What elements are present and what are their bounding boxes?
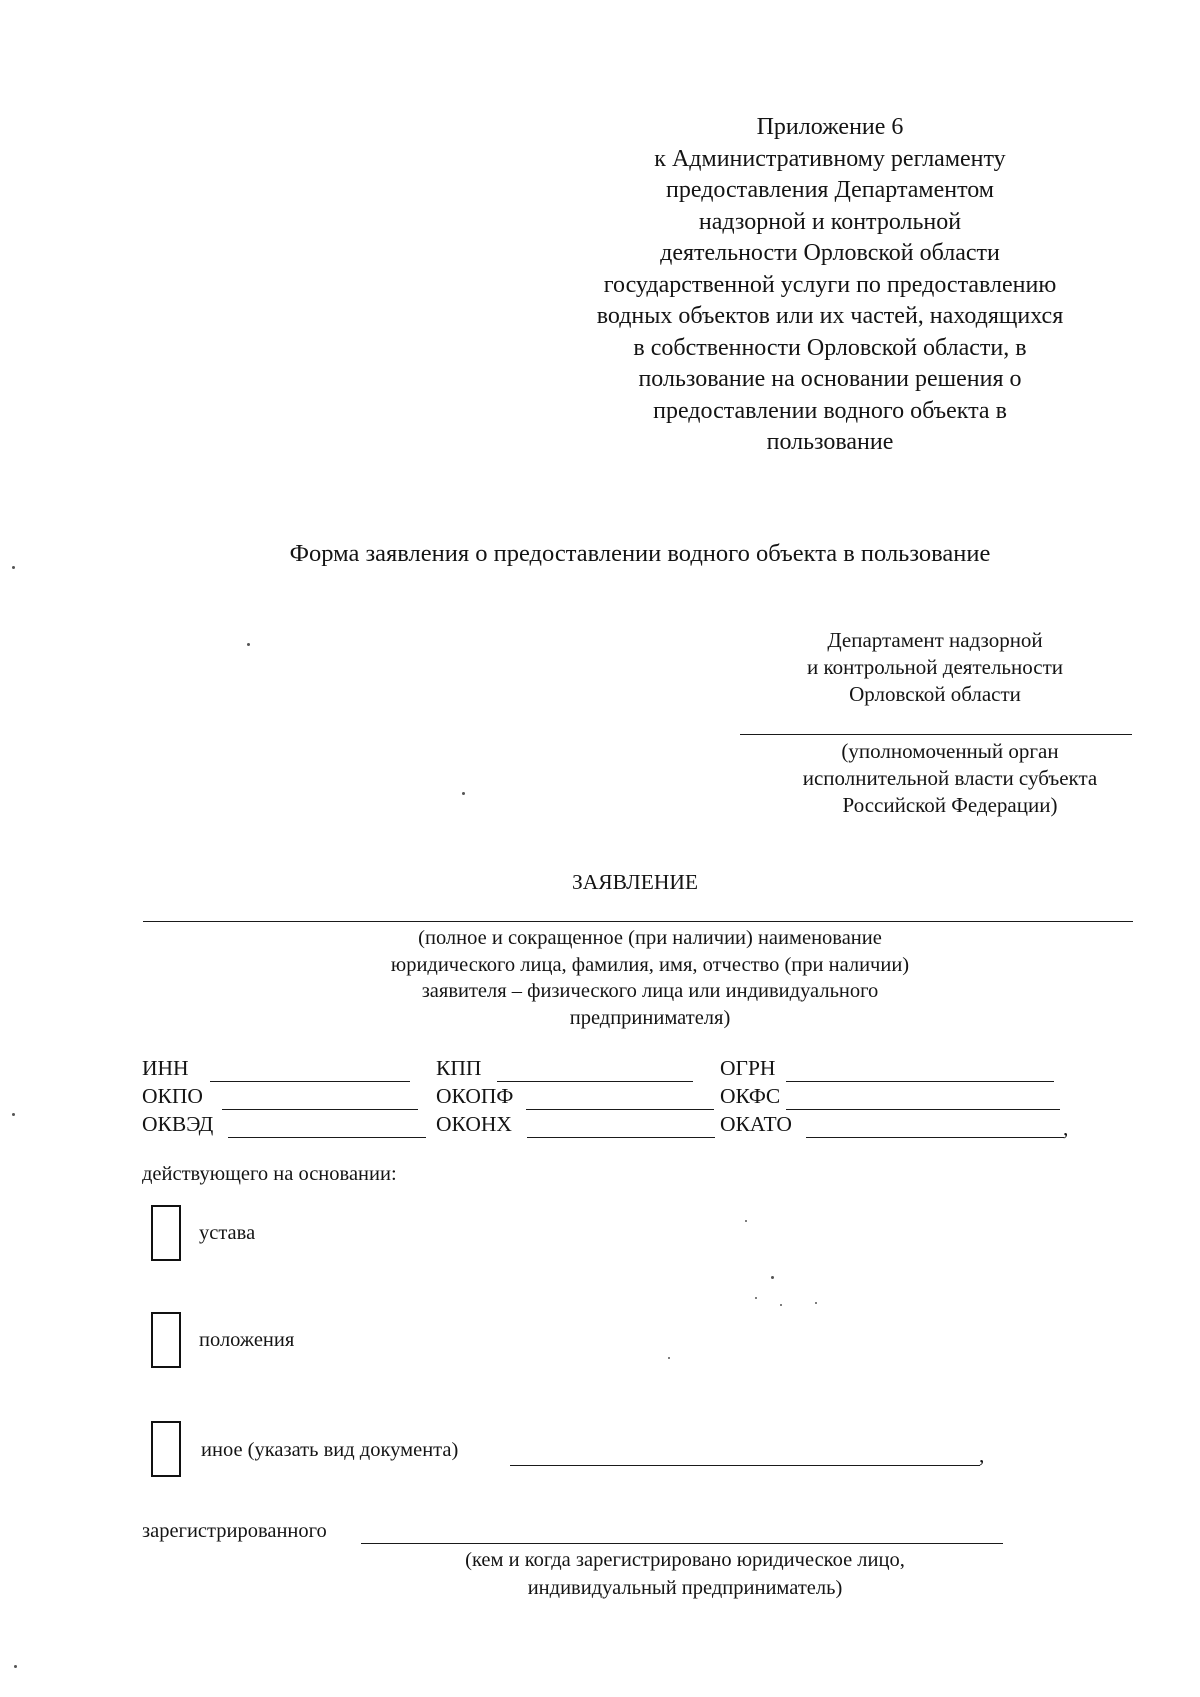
okato-label: ОКАТО bbox=[720, 1112, 792, 1136]
scan-speck bbox=[12, 1113, 15, 1116]
recipient-caption-line: Российской Федерации) bbox=[842, 793, 1058, 817]
recipient-underline[interactable] bbox=[740, 734, 1132, 735]
regulation-option-label: положения bbox=[199, 1329, 295, 1351]
registration-caption-line: (кем и когда зарегистрировано юридическое лицо, bbox=[465, 1549, 905, 1571]
charter-option-label: устава bbox=[199, 1222, 256, 1244]
recipient-line: и контрольной деятельности bbox=[806, 655, 1064, 679]
okopf-field[interactable] bbox=[526, 1109, 714, 1110]
okonh-field[interactable] bbox=[527, 1137, 715, 1138]
appendix-line: деятельности Орловской области bbox=[660, 240, 1000, 266]
other-checkbox[interactable] bbox=[151, 1421, 181, 1477]
other-end-comma: , bbox=[979, 1443, 985, 1467]
applicant-name-line[interactable] bbox=[143, 921, 1133, 922]
appendix-line: водных объектов или их частей, находящихся bbox=[596, 303, 1064, 329]
appendix-line: Приложение 6 bbox=[756, 114, 904, 140]
scan-speck bbox=[247, 643, 250, 646]
other-document-field[interactable] bbox=[510, 1465, 980, 1466]
applicant-caption-line: (полное и сокращенное (при наличии) наименование bbox=[418, 927, 882, 949]
kpp-field[interactable] bbox=[497, 1081, 693, 1082]
recipient-line: Департамент надзорной bbox=[827, 628, 1043, 652]
recipient-block bbox=[770, 627, 1100, 708]
scan-speck bbox=[771, 1276, 774, 1279]
scan-speck bbox=[745, 1220, 747, 1222]
okpo-label: ОКПО bbox=[142, 1084, 203, 1108]
appendix-line: пользование bbox=[766, 429, 894, 455]
appendix-line: предоставлении водного объекта в bbox=[653, 397, 1007, 424]
okpo-field[interactable] bbox=[222, 1109, 418, 1110]
registration-caption-line: индивидуальный предприниматель) bbox=[527, 1577, 843, 1599]
registration-caption bbox=[250, 1546, 1120, 1602]
registration-label: зарегистрированного bbox=[142, 1520, 327, 1542]
appendix-line: пользование на основании решения о bbox=[638, 366, 1022, 392]
scan-speck bbox=[815, 1302, 817, 1304]
charter-checkbox[interactable] bbox=[151, 1205, 181, 1261]
recipient-caption-line: исполнительной власти субъекта bbox=[802, 766, 1098, 790]
appendix-line: предоставления Департаментом bbox=[666, 177, 994, 203]
applicant-caption-line: предпринимателя) bbox=[569, 1006, 731, 1029]
appendix-line: в собственности Орловской области, в bbox=[633, 334, 1027, 361]
ogrn-field[interactable] bbox=[786, 1081, 1054, 1082]
kpp-label: КПП bbox=[436, 1056, 482, 1080]
okfs-label: ОКФС bbox=[720, 1084, 781, 1108]
scan-speck bbox=[668, 1357, 670, 1359]
recipient-caption-line: (уполномоченный орган bbox=[841, 739, 1059, 763]
inn-label: ИНН bbox=[142, 1056, 189, 1080]
appendix-header bbox=[540, 112, 1120, 459]
okved-label: ОКВЭД bbox=[142, 1112, 214, 1136]
basis-label: действующего на основании: bbox=[142, 1163, 397, 1185]
scan-speck bbox=[780, 1304, 782, 1306]
scan-speck bbox=[462, 792, 465, 795]
recipient-line: Орловской области bbox=[849, 682, 1021, 706]
scan-speck bbox=[14, 1665, 17, 1668]
form-title: Форма заявления о предоставлении водного объекта в пользование bbox=[289, 540, 991, 567]
statement-heading: ЗАЯВЛЕНИЕ bbox=[571, 870, 699, 894]
applicant-caption-line: юридического лица, фамилия, имя, отчество (при наличии) bbox=[390, 953, 910, 976]
other-option-label: иное (указать вид документа) bbox=[201, 1439, 459, 1461]
inn-field[interactable] bbox=[210, 1081, 410, 1082]
scan-speck bbox=[12, 566, 15, 569]
applicant-caption bbox=[200, 925, 1100, 1031]
okfs-field[interactable] bbox=[786, 1109, 1060, 1110]
appendix-line: к Административному регламенту bbox=[654, 145, 1006, 172]
codes-end-comma: , bbox=[1063, 1116, 1069, 1140]
ogrn-label: ОГРН bbox=[720, 1056, 776, 1080]
scan-speck bbox=[755, 1297, 757, 1299]
okved-field[interactable] bbox=[228, 1137, 426, 1138]
okato-field[interactable] bbox=[806, 1137, 1064, 1138]
appendix-line: государственной услуги по предоставлению bbox=[603, 271, 1057, 298]
applicant-caption-line: заявителя – физического лица или индивидуального bbox=[421, 980, 879, 1002]
registration-field[interactable] bbox=[361, 1543, 1003, 1544]
appendix-line: надзорной и контрольной bbox=[698, 208, 962, 235]
okonh-label: ОКОНХ bbox=[436, 1112, 512, 1136]
okopf-label: ОКОПФ bbox=[436, 1084, 514, 1108]
recipient-caption bbox=[770, 738, 1130, 819]
regulation-checkbox[interactable] bbox=[151, 1312, 181, 1368]
